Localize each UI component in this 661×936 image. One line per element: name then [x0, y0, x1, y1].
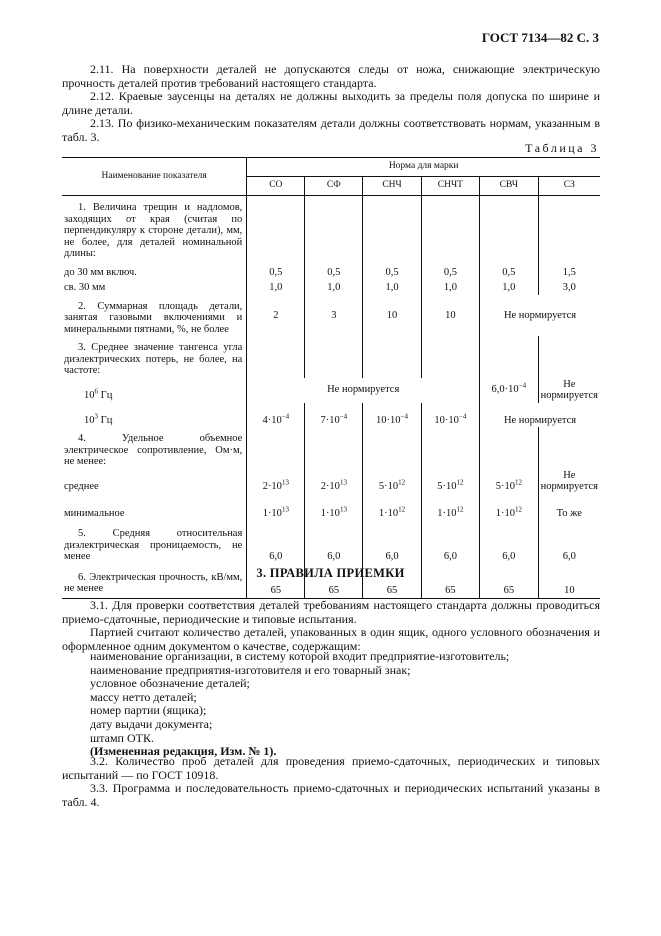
paragraph-3-1-batch: Партией считают количество деталей, упакованных в один ящик, одного условного обозначения и оформленное одним документом о качестве, содержащим:	[62, 625, 600, 653]
brand-header: СВЧ	[480, 177, 539, 196]
table-cell: 1,0	[305, 279, 363, 295]
table-cell: 65	[421, 564, 479, 599]
table-cell: Не нормируется	[538, 469, 600, 494]
table-cell: 6,0	[269, 551, 283, 562]
table-cell: 6,0	[363, 520, 421, 564]
paragraph-2-11: 2.11. На поверхности деталей не допускаются следы от ножа, снижающие электрическую прочность деталей против требований настоящего стандарта.	[62, 62, 600, 90]
table-caption: Таблица 3	[525, 141, 599, 155]
table-cell: $5\cdot 10^{12}$	[363, 469, 421, 494]
table-cell: 1,0	[421, 279, 479, 295]
table-cell: 10	[421, 295, 479, 337]
brand-header: СНЧТ	[421, 177, 479, 196]
section-title: 3. ПРАВИЛА ПРИЕМКИ	[256, 566, 405, 580]
table-cell: $10\cdot 10^{-4}$	[421, 403, 479, 428]
table-cell: $2\cdot 10^{13}$	[262, 478, 289, 492]
table-cell: $5\cdot 10^{12}$	[421, 469, 479, 494]
table-cell: 1,0	[480, 279, 539, 295]
table-cell: $1\cdot 10^{13}$	[305, 494, 363, 521]
col-norm-header: Норма для марки	[247, 158, 600, 177]
row-5-title: 5. Средняя относительная диэлектрическая проницаемость, не менее	[62, 520, 247, 564]
table-cell: $7\cdot 10^{-4}$	[305, 403, 363, 428]
properties-table	[62, 157, 600, 599]
table-cell: 6,0	[305, 520, 363, 564]
table-cell: 10	[538, 564, 600, 599]
row-3b-label: $10^3$ Гц	[62, 403, 247, 428]
table-cell: $5\cdot 10^{12}$	[480, 469, 539, 494]
table-cell: 2	[273, 309, 279, 321]
brand-header: СО	[247, 177, 305, 196]
table-cell: 1,5	[538, 261, 600, 280]
list-item: штамп ОТК.	[90, 730, 154, 745]
table-cell: 0,5	[305, 261, 363, 280]
table-cell: 1,0	[269, 282, 283, 293]
table-cell: 3,0	[538, 279, 600, 295]
table-cell: 3	[305, 295, 363, 337]
table-cell: Не нормируется	[480, 295, 600, 337]
paragraph-2-13: 2.13. По физико-механическим показателям детали должны соответствовать нормам, указанным в табл. 3.	[62, 116, 600, 144]
table-cell: $1\cdot 10^{12}$	[363, 494, 421, 521]
paragraph-3-1: 3.1. Для проверки соответствия деталей требованиям настоящего стандарта должны проводиться приемо-сдаточные, периодические и типовые испытания.	[62, 598, 600, 626]
row-4b-label: минимальное	[62, 494, 247, 521]
row-2-title: 2. Суммарная площадь детали, занятая газовыми включениями и минеральными пятнами, %, не более	[62, 295, 247, 337]
row-4a-label: среднее	[62, 469, 247, 494]
list-item: наименование предприятия-изготовителя и его товарный знак;	[90, 662, 411, 677]
row-1b-label: св. 30 мм	[62, 279, 247, 295]
table-cell: 0,5	[269, 266, 283, 278]
table-cell: 65	[363, 564, 421, 599]
table-cell: Не нормируется	[480, 403, 600, 428]
table-cell: 0,5	[421, 261, 479, 280]
table-cell: 0,5	[363, 261, 421, 280]
brand-header: СНЧ	[363, 177, 421, 196]
table-cell: Не нормируется	[327, 384, 400, 396]
table-cell: 6,0	[480, 520, 539, 564]
col-indicator-header: Наименование показателя	[62, 158, 247, 196]
brand-header: СЗ	[538, 177, 600, 196]
amendment-note: (Измененная редакция, Изм. № 1).	[90, 744, 277, 759]
table-cell: $2\cdot 10^{13}$	[305, 469, 363, 494]
table-cell: $6,0\cdot 10^{-4}$	[480, 378, 539, 403]
table-cell: 65	[480, 564, 539, 599]
list-item: дату выдачи документа;	[90, 716, 213, 731]
brand-header: СФ	[305, 177, 363, 196]
table-cell: $10\cdot 10^{-4}$	[363, 403, 421, 428]
paragraph-2-12: 2.12. Краевые заусенцы на деталях не должны выходить за пределы поля допуска по ширине и длине детали.	[62, 89, 600, 117]
row-4-title: 4. Удельное объемное электрическое сопротивление, Ом·м, не менее:	[62, 427, 247, 469]
row-1-title: 1. Величина трещин и надломов, заходящих от края (считая по перпендикуляру к стороне детали), мм, не более, для деталей номинальной длины:	[62, 196, 247, 261]
table-cell: $1\cdot 10^{12}$	[421, 494, 479, 521]
table-cell: 6,0	[538, 520, 600, 564]
list-item: массу нетто деталей;	[90, 689, 197, 704]
table-cell: 10	[363, 295, 421, 337]
list-item: наименование организации, в систему которой входит предприятие-изготовитель;	[90, 649, 510, 663]
paragraph-3-2: 3.2. Количество проб деталей для проведения приемо-сдаточных, периодических и типовых испытаний — по ГОСТ 10918.	[62, 754, 600, 782]
list-item: номер партии (ящика);	[90, 703, 207, 718]
page-header: ГОСТ 7134—82 С. 3	[481, 30, 599, 45]
table-cell: То же	[538, 494, 600, 521]
table-cell: Не нормируется	[538, 378, 600, 403]
paragraph-3-3: 3.3. Программа и последовательность приемо-сдаточных и периодических испытаний указаны в табл. 4.	[62, 781, 600, 809]
document-contents-list	[90, 650, 509, 759]
table-cell: 1,0	[363, 279, 421, 295]
row-3-title: 3. Среднее значение тангенса угла диэлектрических потерь, не более, на частоте:	[62, 336, 247, 378]
table-cell: $1\cdot 10^{13}$	[262, 505, 289, 519]
table-cell: 6,0	[421, 520, 479, 564]
table-cell: $4\cdot 10^{-4}$	[262, 412, 290, 426]
row-6-title: 6. Электрическая прочность, кВ/мм, не менее	[62, 564, 247, 599]
row-1a-label: до 30 мм включ.	[62, 261, 247, 280]
table-cell: 65	[305, 564, 363, 599]
table-cell: 0,5	[480, 261, 539, 280]
table-cell: $1\cdot 10^{12}$	[480, 494, 539, 521]
list-item: условное обозначение деталей;	[90, 676, 250, 691]
row-3a-label: $10^6$ Гц	[62, 378, 247, 403]
table-cell: 65	[247, 564, 305, 599]
